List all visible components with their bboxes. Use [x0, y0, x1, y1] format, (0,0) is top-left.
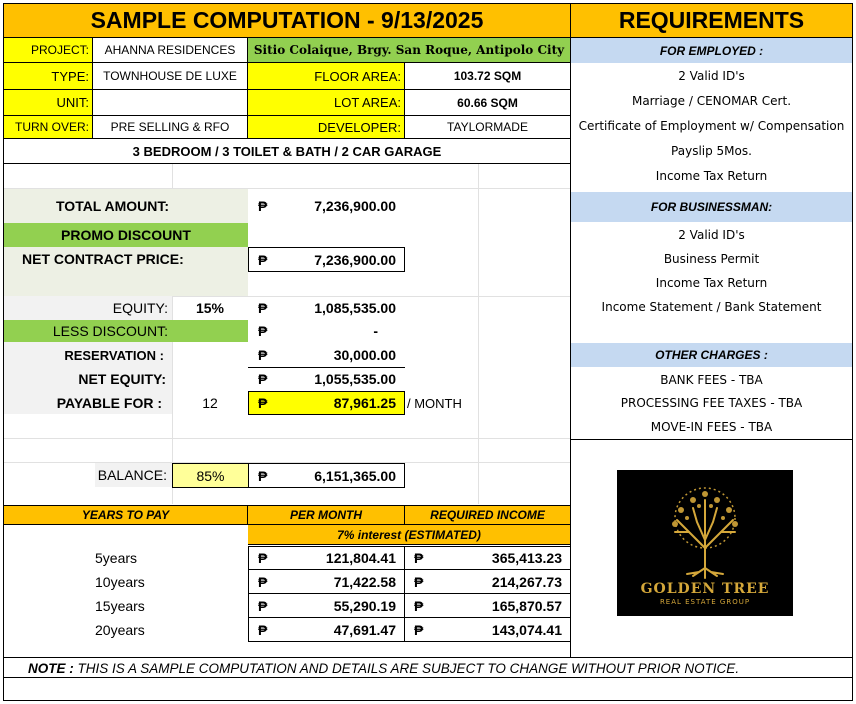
- requirement-item: Income Tax Return: [655, 276, 768, 290]
- lot-area-value: 60.66 SQM: [405, 90, 571, 116]
- peso-sign: ₱: [258, 300, 268, 316]
- grid-line: [478, 164, 479, 504]
- turnover-label: TURN OVER:: [4, 116, 93, 139]
- developer-label: DEVELOPER:: [248, 116, 405, 139]
- table-row-required: 165,870.57: [491, 598, 562, 614]
- requirement-item: Business Permit: [663, 252, 760, 266]
- equity-percent: 15%: [195, 300, 225, 316]
- requirement-item: Income Statement / Bank Statement: [601, 300, 822, 314]
- peso-sign: ₱: [258, 467, 268, 484]
- peso-sign: ₱: [258, 550, 268, 566]
- less-discount-label: LESS DISCOUNT:: [4, 320, 248, 342]
- reservation-value: 30,000.00: [333, 347, 396, 363]
- payable-months: 12: [202, 394, 218, 411]
- requirement-item: Income Tax Return: [655, 169, 768, 183]
- net-equity-value: 1,055,535.00: [314, 371, 396, 387]
- table-row-per-month: 121,804.41: [325, 550, 396, 566]
- peso-sign: ₱: [258, 622, 268, 638]
- peso-sign: ₱: [258, 574, 268, 590]
- businessman-header: FOR BUSINESSMAN:: [571, 192, 852, 222]
- promo-discount-label: PROMO DISCOUNT: [4, 223, 248, 247]
- peso-sign: ₱: [258, 371, 268, 387]
- type-value: TOWNHOUSE DE LUXE: [93, 63, 248, 90]
- page-title: SAMPLE COMPUTATION - 9/13/2025: [4, 4, 571, 38]
- note-label: NOTE :: [28, 660, 74, 676]
- balance-percent: 85%: [172, 463, 249, 488]
- requirement-item: 2 Valid ID's: [678, 69, 745, 83]
- monthly-value: 87,961.25: [333, 395, 396, 411]
- requirements-title: REQUIREMENTS: [571, 4, 852, 38]
- logo-brand: GOLDEN TREE: [640, 581, 770, 597]
- unit-label: UNIT:: [4, 90, 93, 116]
- payable-label: PAYABLE FOR :: [56, 394, 162, 411]
- table-row-years: 10years: [95, 574, 145, 590]
- requirement-item: Payslip 5Mos.: [671, 144, 752, 158]
- project-value: AHANNA RESIDENCES: [93, 38, 248, 63]
- table-row-years: 20years: [95, 622, 145, 638]
- charge-item: PROCESSING FEE TAXES - TBA: [620, 396, 803, 410]
- net-contract-label: NET CONTRACT PRICE:: [22, 251, 184, 267]
- interest-note: 7% interest (ESTIMATED): [248, 525, 571, 545]
- grid-line: [4, 438, 571, 439]
- peso-sign: ₱: [258, 198, 268, 214]
- peso-sign: ₱: [258, 251, 268, 268]
- requirement-item: Certificate of Employment w/ Compensation: [578, 119, 845, 133]
- golden-tree-logo: [617, 470, 793, 616]
- per-month-suffix: / MONTH: [407, 395, 462, 411]
- peso-sign: ₱: [258, 395, 268, 411]
- table-row-required: 143,074.41: [491, 622, 562, 638]
- peso-sign: ₱: [414, 622, 424, 638]
- peso-sign: ₱: [258, 347, 268, 363]
- peso-sign: ₱: [258, 323, 268, 339]
- peso-sign: ₱: [414, 574, 424, 590]
- charge-item: MOVE-IN FEES - TBA: [650, 420, 773, 434]
- table-row-required: 365,413.23: [491, 550, 562, 566]
- balance-label: BALANCE:: [97, 467, 167, 483]
- col-required-header: REQUIRED INCOME: [405, 505, 571, 525]
- lot-area-label: LOT AREA:: [248, 90, 405, 116]
- equity-label: EQUITY:: [112, 300, 168, 316]
- note-text: THIS IS A SAMPLE COMPUTATION AND DETAILS ARE SUBJECT TO CHANGE WITHOUT PRIOR NOTICE.: [73, 660, 740, 676]
- table-row-years: 5years: [95, 550, 138, 566]
- charge-item: BANK FEES - TBA: [660, 372, 763, 387]
- total-amount-label: TOTAL AMOUNT:: [56, 198, 170, 214]
- unit-features: 3 BEDROOM / 3 TOILET & BATH / 2 CAR GARAGE: [4, 139, 571, 164]
- requirement-item: Marriage / CENOMAR Cert.: [631, 94, 792, 108]
- table-row-per-month: 55,290.19: [333, 598, 396, 614]
- note: [28, 658, 848, 678]
- peso-sign: ₱: [414, 598, 424, 614]
- type-label: TYPE:: [4, 63, 93, 90]
- floor-area-value: 103.72 SQM: [405, 63, 571, 90]
- table-row-per-month: 71,422.58: [333, 574, 396, 590]
- unit-value: [93, 90, 248, 116]
- table-row-years: 15years: [95, 598, 145, 614]
- requirement-item: 2 Valid ID's: [678, 228, 745, 242]
- reservation-label: RESERVATION :: [64, 347, 164, 363]
- location: Sitio Colaique, Brgy. San Roque, Antipolo City: [248, 38, 571, 63]
- table-row-per-month: 47,691.47: [333, 622, 396, 638]
- turnover-value: PRE SELLING & RFO: [93, 116, 248, 139]
- table-row-required: 214,267.73: [491, 574, 562, 590]
- less-discount-value: -: [373, 323, 378, 339]
- net-equity-label: NET EQUITY:: [78, 371, 166, 387]
- employed-header: FOR EMPLOYED :: [571, 38, 852, 63]
- peso-sign: ₱: [414, 550, 424, 566]
- project-label: PROJECT:: [4, 38, 93, 63]
- other-charges-header: OTHER CHARGES :: [571, 343, 852, 367]
- net-contract-value: 7,236,900.00: [314, 251, 396, 268]
- developer-value: TAYLORMADE: [405, 116, 571, 139]
- peso-sign: ₱: [258, 598, 268, 614]
- floor-area-label: FLOOR AREA:: [248, 63, 405, 90]
- equity-value: 1,085,535.00: [314, 300, 396, 316]
- col-per-month-header: PER MONTH: [248, 505, 405, 525]
- total-amount-value: 7,236,900.00: [314, 198, 396, 214]
- balance-value: 6,151,365.00: [314, 467, 396, 484]
- divider: [571, 439, 852, 440]
- logo-subtitle: REAL ESTATE GROUP: [659, 598, 751, 606]
- col-years-header: YEARS TO PAY: [4, 505, 248, 525]
